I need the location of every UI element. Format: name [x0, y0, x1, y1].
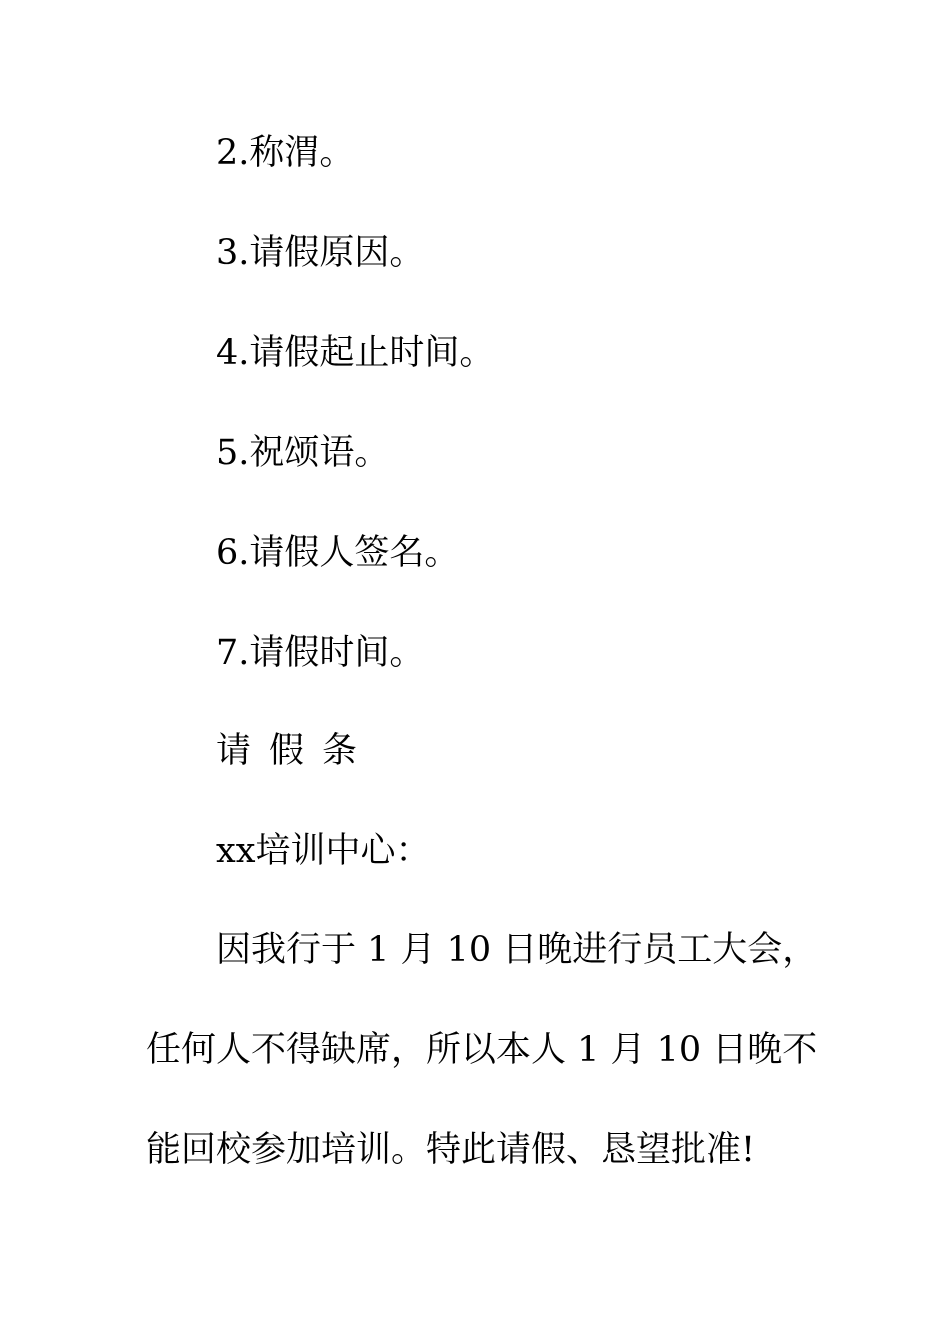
body-line-2: 任何人不得缺席，所以本人 1 月 10 日晚不 [146, 1030, 818, 1070]
list-item-5: 5.祝颂语。 [216, 433, 390, 473]
body-line-1: 因我行于 1 月 10 日晚进行员工大会， [216, 930, 818, 970]
body-line-3: 能回校参加培训。特此请假、恳望批准! [146, 1130, 756, 1170]
list-item-4: 4.请假起止时间。 [216, 333, 495, 373]
salutation: xx培训中心： [216, 831, 431, 871]
list-item-6: 6.请假人签名。 [216, 533, 460, 573]
list-item-7: 7.请假时间。 [216, 633, 425, 673]
list-item-2: 2.称渭。 [216, 133, 355, 173]
note-title: 请假条 [216, 731, 376, 771]
list-item-3: 3.请假原因。 [216, 233, 425, 273]
